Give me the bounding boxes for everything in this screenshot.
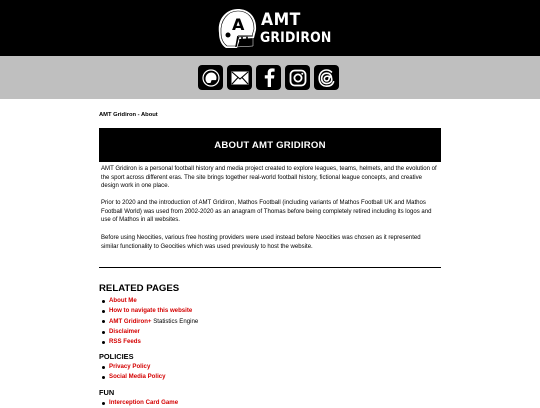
social-bar <box>0 56 540 99</box>
amt-gridiron-plus-link[interactable]: AMT Gridiron+ <box>109 317 152 325</box>
related-pages-heading: RELATED PAGES <box>99 283 180 294</box>
breadcrumb <box>99 112 158 118</box>
list-item <box>109 296 198 306</box>
fun-heading: FUN <box>99 388 115 397</box>
threads-icon <box>318 69 335 87</box>
brand-name-line2: GRIDIRON <box>260 30 332 46</box>
page-title: ABOUT AMT GRIDIRON <box>99 128 441 162</box>
brand-name-line1: AMT <box>261 10 301 30</box>
instagram-social-link[interactable] <box>285 65 310 90</box>
fun-list <box>109 398 178 408</box>
email-social-link[interactable] <box>227 65 252 90</box>
svg-text:A: A <box>232 15 245 34</box>
section-divider <box>99 267 441 268</box>
breadcrumb-separator: - <box>136 112 141 118</box>
interception-card-game-link[interactable]: Interception Card Game <box>109 399 179 406</box>
statistics-engine-label: Statistics Engine <box>151 317 199 325</box>
list-item <box>109 337 198 347</box>
facebook-social-link[interactable] <box>256 65 281 90</box>
facebook-icon <box>263 68 275 87</box>
helmet-icon <box>202 69 220 87</box>
social-media-policy-link[interactable]: Social Media Policy <box>109 373 166 381</box>
threads-social-link[interactable] <box>314 65 339 90</box>
list-item <box>109 372 166 382</box>
football-helmet-a-icon <box>213 6 259 52</box>
list-item <box>109 306 198 316</box>
email-icon <box>231 71 249 85</box>
breadcrumb-home-link[interactable]: AMT Gridiron <box>99 112 137 118</box>
about-me-link[interactable]: About Me <box>109 297 137 304</box>
about-paragraph: Before using Neocities, various free hosting providers were used instead before Neocities was chosen as it represented similar functionality to Geocities which was used previously to host the website. <box>101 235 421 250</box>
list-item <box>109 362 166 372</box>
list-item <box>109 327 198 337</box>
breadcrumb-current: About <box>140 112 158 118</box>
site-header <box>0 0 540 56</box>
instagram-icon <box>289 69 307 87</box>
list-item <box>109 317 198 327</box>
disclaimer-link[interactable]: Disclaimer <box>109 327 140 335</box>
helmet-social-link[interactable] <box>198 65 223 90</box>
policies-list <box>109 362 166 383</box>
related-pages-list <box>109 296 198 347</box>
rss-feeds-link[interactable]: RSS Feeds <box>109 338 141 346</box>
about-paragraph: Prior to 2020 and the introduction of AMT Gridiron, Mathos Football (including variants of Mathos Football UK and Mathos Football World) was used from 2002-2020 as an anagram of Thomas before being completely retired including its logos and use of Mathos in all websites. <box>101 200 432 224</box>
about-paragraph: AMT Gridiron is a personal football history and media project created to explore leagues, teams, helmets, and the evolution of the sport across different eras. The site brings together real-world football history, fictional league concepts, and creative design work in one place. <box>101 166 437 190</box>
privacy-policy-link[interactable]: Privacy Policy <box>109 363 151 370</box>
list-item <box>109 398 178 408</box>
policies-heading: POLICIES <box>99 352 134 361</box>
navigate-website-link[interactable]: How to navigate this website <box>109 307 193 315</box>
site-logo[interactable] <box>213 6 333 52</box>
social-links <box>198 65 339 90</box>
